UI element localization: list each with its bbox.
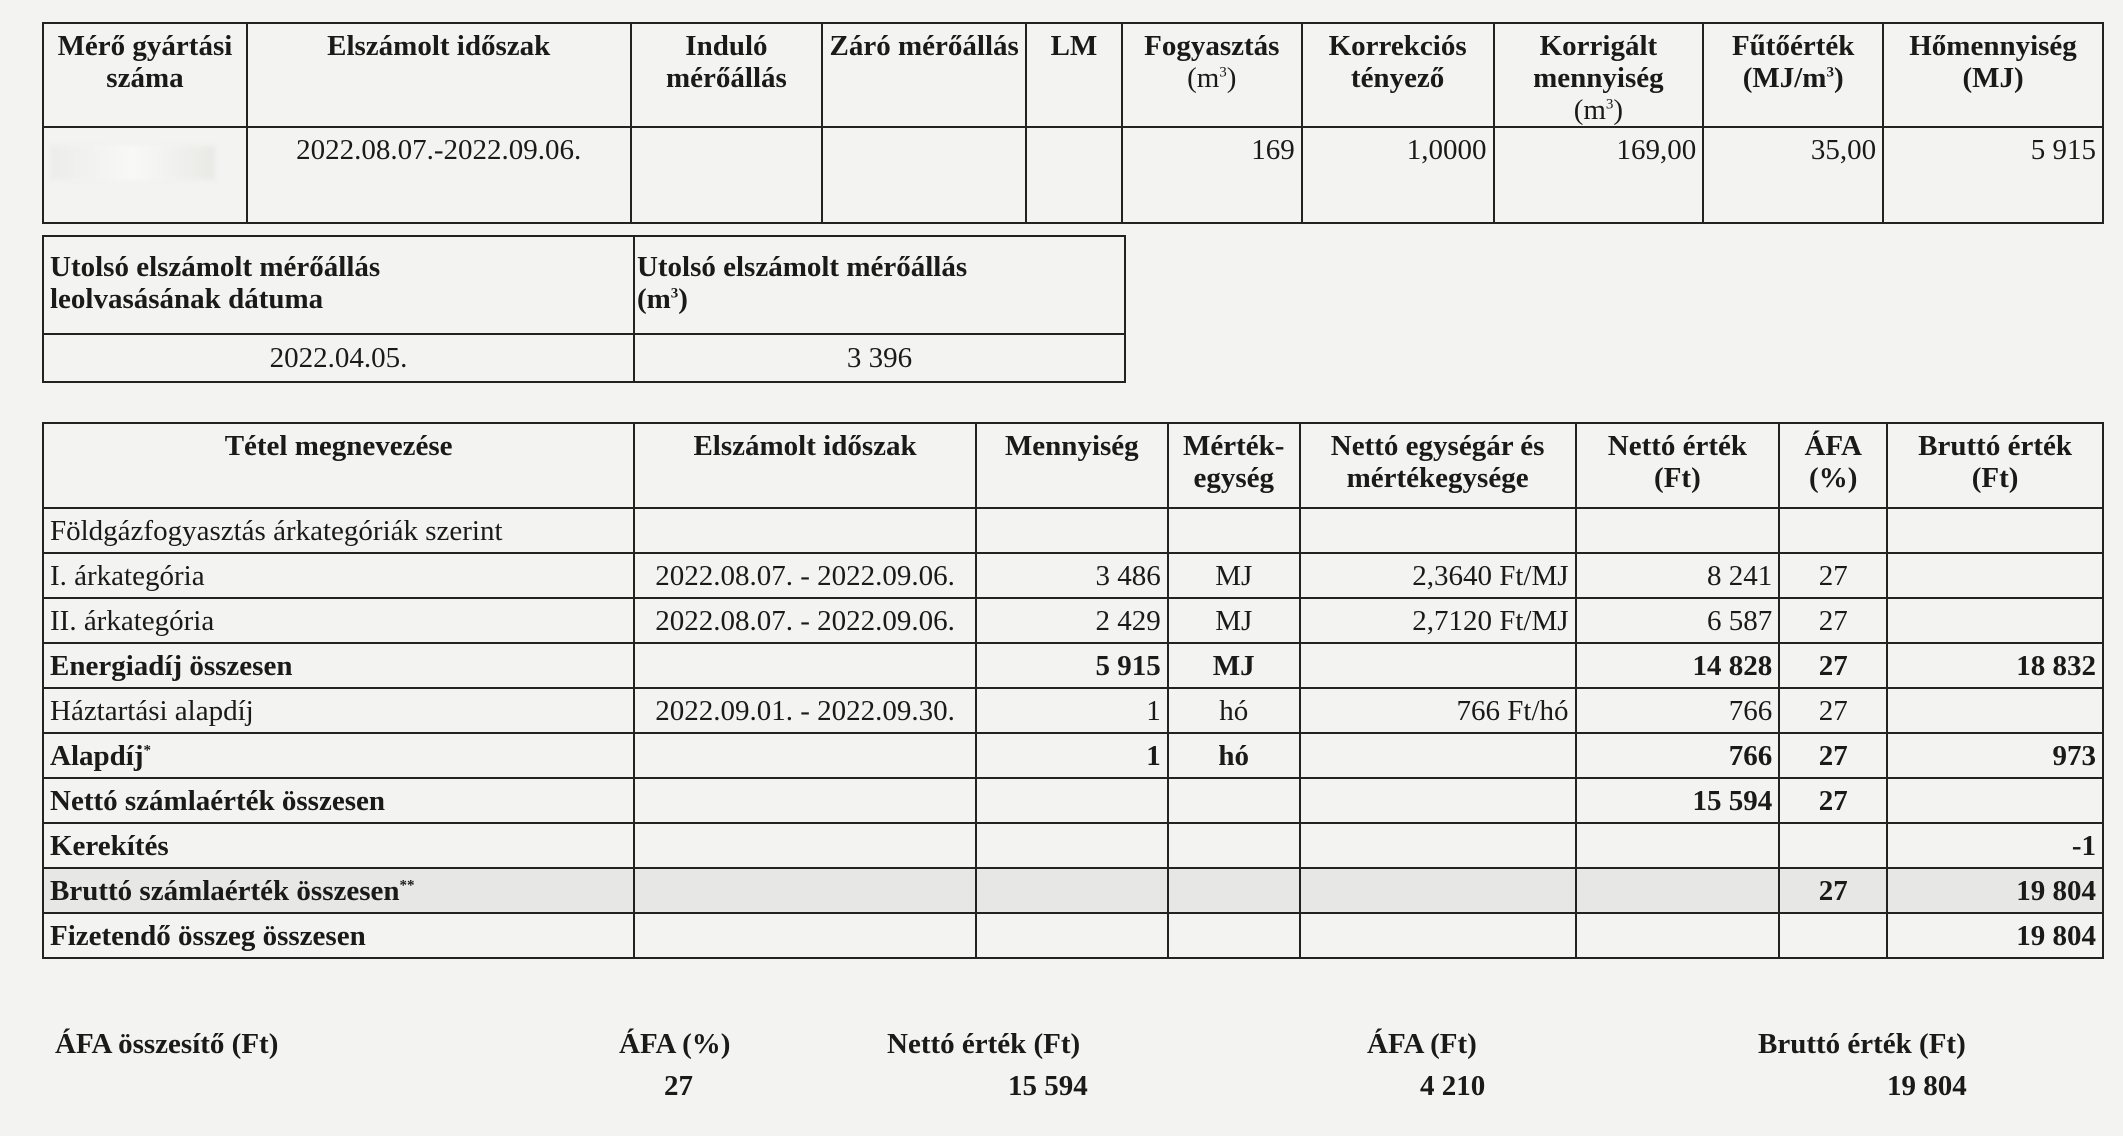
item-unit-cell: MJ — [1168, 553, 1300, 598]
item-gross-cell — [1887, 688, 2103, 733]
item-gross-cell: -1 — [1887, 823, 2103, 868]
last-reading-table — [42, 235, 1126, 383]
header-consumption-label: Fogyasztás — [1144, 30, 1280, 62]
item-unit-cell: hó — [1168, 688, 1300, 733]
item-gross-cell — [1887, 553, 2103, 598]
item-name-cell: Energiadíj összesen — [43, 643, 634, 688]
items-header-row — [43, 423, 2103, 508]
item-net-cell — [1576, 508, 1780, 553]
vat-summary-percent: 27 — [664, 1070, 693, 1102]
item-net-cell: 766 — [1576, 688, 1780, 733]
table-row — [43, 733, 2103, 778]
vat-summary-vat-label: ÁFA (Ft) — [1367, 1028, 1477, 1060]
item-unit-price-cell — [1300, 778, 1576, 823]
item-period-cell: 2022.08.07. - 2022.09.06. — [634, 598, 976, 643]
table-row — [43, 823, 2103, 868]
item-quantity-cell: 1 — [976, 688, 1168, 733]
item-net-cell: 6 587 — [1576, 598, 1780, 643]
item-quantity-cell — [976, 913, 1168, 958]
item-quantity-cell — [976, 823, 1168, 868]
header-end-reading: Záró mérőállás — [822, 23, 1026, 127]
header-unit-price: Nettó egységár és mértékegysége — [1300, 423, 1576, 508]
item-period-cell — [634, 823, 976, 868]
header-corrected — [1494, 23, 1704, 127]
vat-summary-gross: 19 804 — [1887, 1070, 1967, 1102]
cell-corrected: 169,00 — [1494, 127, 1704, 223]
table-row — [43, 643, 2103, 688]
cell-consumption: 169 — [1122, 127, 1302, 223]
table-row — [43, 508, 2103, 553]
last-reading-date-label-2: leolvasásának dátuma — [50, 283, 324, 315]
header-corrected-unit: $(m^3)$ — [1573, 94, 1624, 126]
item-vat-cell — [1779, 823, 1887, 868]
item-quantity-cell — [976, 508, 1168, 553]
item-unit-price-cell — [1300, 643, 1576, 688]
item-period-cell — [634, 733, 976, 778]
item-quantity-cell: 1 — [976, 733, 1168, 778]
header-item-period: Elszámolt időszak — [634, 423, 976, 508]
header-vat-percent: ÁFA (%) — [1779, 423, 1887, 508]
item-name-cell: Kerekítés — [43, 823, 634, 868]
cell-end-reading — [822, 127, 1026, 223]
item-period-cell: 2022.08.07. - 2022.09.06. — [634, 553, 976, 598]
header-energy-label: Hőmennyiség — [1909, 30, 2077, 62]
header-corrected-label: Korrigált mennyiség — [1533, 30, 1664, 94]
invoice-items-table — [42, 422, 2104, 959]
meter-data-row — [43, 127, 2103, 223]
meter-serial-redacted — [43, 127, 247, 223]
item-unit-price-cell — [1300, 868, 1576, 913]
item-name-cell: Háztartási alapdíj — [43, 688, 634, 733]
last-reading-date-label-1: Utolsó elszámolt mérőállás — [50, 251, 381, 283]
item-unit-price-cell: 2,7120 Ft/MJ — [1300, 598, 1576, 643]
vat-summary-vat: 4 210 — [1420, 1070, 1486, 1102]
item-vat-cell — [1779, 508, 1887, 553]
item-gross-cell: 19 804 — [1887, 868, 2103, 913]
header-item-name: Tétel megnevezése — [43, 423, 634, 508]
header-energy-unit: (MJ) — [1962, 62, 2024, 94]
table-row — [43, 598, 2103, 643]
last-reading-value-label: Utolsó elszámolt mérőállás — [636, 251, 968, 283]
item-name-cell: Bruttó számlaérték összesen** — [43, 868, 634, 913]
item-unit-cell — [1168, 913, 1300, 958]
item-name-cell: I. árkategória — [43, 553, 634, 598]
item-period-cell — [634, 868, 976, 913]
footnote-mark: * — [143, 741, 151, 758]
item-quantity-cell — [976, 778, 1168, 823]
header-period: Elszámolt időszak — [247, 23, 631, 127]
header-quantity: Mennyiség — [976, 423, 1168, 508]
header-net-value: Nettó érték (Ft) — [1576, 423, 1780, 508]
item-net-cell: 14 828 — [1576, 643, 1780, 688]
cell-correction: 1,0000 — [1302, 127, 1494, 223]
cell-lm — [1026, 127, 1122, 223]
header-last-reading-value — [634, 236, 1125, 334]
item-net-cell: 8 241 — [1576, 553, 1780, 598]
table-row — [43, 688, 2103, 733]
redaction-mark — [50, 146, 215, 180]
item-vat-cell: 27 — [1779, 688, 1887, 733]
item-gross-cell: 973 — [1887, 733, 2103, 778]
item-vat-cell: 27 — [1779, 733, 1887, 778]
item-unit-price-cell: 766 Ft/hó — [1300, 688, 1576, 733]
item-vat-cell: 27 — [1779, 868, 1887, 913]
item-unit-price-cell: 2,3640 Ft/MJ — [1300, 553, 1576, 598]
item-net-cell: 15 594 — [1576, 778, 1780, 823]
table-row — [43, 553, 2103, 598]
item-name-cell: Fizetendő összeg összesen — [43, 913, 634, 958]
item-name-cell: Nettó számlaérték összesen — [43, 778, 634, 823]
item-unit-cell: hó — [1168, 733, 1300, 778]
last-reading-value: 3 396 — [634, 334, 1125, 382]
item-period-cell — [634, 778, 976, 823]
item-net-cell — [1576, 868, 1780, 913]
table-row — [43, 913, 2103, 958]
item-name-cell: Alapdíj* — [43, 733, 634, 778]
last-reading-header-row — [43, 236, 1125, 334]
cell-energy: 5 915 — [1883, 127, 2103, 223]
item-gross-cell — [1887, 508, 2103, 553]
item-unit-cell — [1168, 508, 1300, 553]
item-unit-cell: MJ — [1168, 643, 1300, 688]
item-gross-cell — [1887, 778, 2103, 823]
header-unit: Mérték- egység — [1168, 423, 1300, 508]
header-consumption-unit: $(m^3)$ — [1187, 62, 1237, 94]
header-last-reading-date — [43, 236, 634, 334]
vat-summary-label: ÁFA összesítő (Ft) — [55, 1028, 279, 1060]
item-name-cell: II. árkategória — [43, 598, 634, 643]
item-unit-cell — [1168, 823, 1300, 868]
last-reading-value-unit: $(m^3)$ — [636, 283, 688, 315]
table-row — [43, 778, 2103, 823]
footnote-mark: ** — [399, 876, 415, 893]
meter-table — [42, 22, 2104, 224]
item-unit-cell: MJ — [1168, 598, 1300, 643]
item-vat-cell: 27 — [1779, 778, 1887, 823]
item-quantity-cell: 3 486 — [976, 553, 1168, 598]
vat-summary — [42, 1022, 2104, 1132]
header-calorific — [1703, 23, 1883, 127]
item-net-cell — [1576, 823, 1780, 868]
item-name-cell: Földgázfogyasztás árkategóriák szerint — [43, 508, 634, 553]
item-period-cell — [634, 508, 976, 553]
item-gross-cell — [1887, 598, 2103, 643]
last-reading-data-row — [43, 334, 1125, 382]
vat-summary-gross-label: Bruttó érték (Ft) — [1758, 1028, 1966, 1060]
last-reading-date: 2022.04.05. — [43, 334, 634, 382]
header-start-reading: Induló mérőállás — [631, 23, 823, 127]
item-quantity-cell: 5 915 — [976, 643, 1168, 688]
header-gross-value: Bruttó érték (Ft) — [1887, 423, 2103, 508]
header-meter-serial: Mérő gyártási száma — [43, 23, 247, 127]
header-calorific-label: Fűtőérték — [1731, 30, 1855, 62]
item-gross-cell: 19 804 — [1887, 913, 2103, 958]
item-gross-cell: 18 832 — [1887, 643, 2103, 688]
cell-start-reading — [631, 127, 823, 223]
vat-summary-percent-label: ÁFA (%) — [619, 1028, 731, 1060]
item-unit-cell — [1168, 868, 1300, 913]
header-consumption — [1122, 23, 1302, 127]
table-row — [43, 868, 2103, 913]
item-vat-cell: 27 — [1779, 553, 1887, 598]
item-net-cell — [1576, 913, 1780, 958]
item-period-cell: 2022.09.01. - 2022.09.30. — [634, 688, 976, 733]
vat-summary-net-label: Nettó érték (Ft) — [887, 1028, 1081, 1060]
item-quantity-cell: 2 429 — [976, 598, 1168, 643]
vat-summary-net: 15 594 — [1008, 1070, 1088, 1102]
item-unit-price-cell — [1300, 913, 1576, 958]
item-net-cell: 766 — [1576, 733, 1780, 778]
meter-header-row — [43, 23, 2103, 127]
item-period-cell — [634, 643, 976, 688]
item-quantity-cell — [976, 868, 1168, 913]
header-energy — [1883, 23, 2103, 127]
item-vat-cell: 27 — [1779, 643, 1887, 688]
item-unit-price-cell — [1300, 733, 1576, 778]
header-calorific-unit: $(MJ/m^3)$ — [1742, 62, 1844, 94]
item-period-cell — [634, 913, 976, 958]
cell-calorific: 35,00 — [1703, 127, 1883, 223]
items-body — [43, 508, 2103, 958]
item-unit-cell — [1168, 778, 1300, 823]
cell-period: 2022.08.07.-2022.09.06. — [247, 127, 631, 223]
item-unit-price-cell — [1300, 823, 1576, 868]
header-correction: Korrekciós tényező — [1302, 23, 1494, 127]
header-lm: LM — [1026, 23, 1122, 127]
item-vat-cell — [1779, 913, 1887, 958]
item-vat-cell: 27 — [1779, 598, 1887, 643]
item-unit-price-cell — [1300, 508, 1576, 553]
